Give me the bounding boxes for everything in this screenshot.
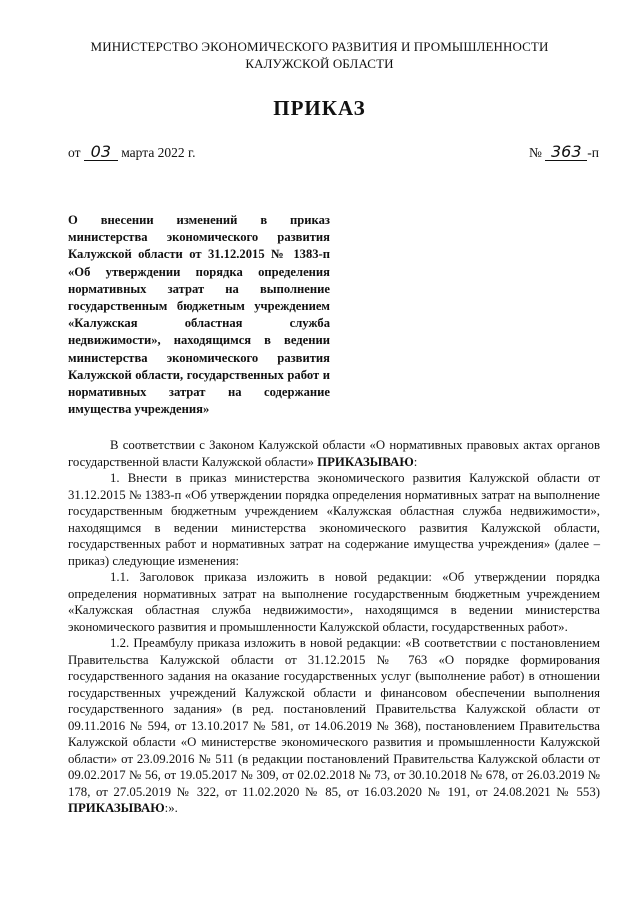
item-1-2-text: 1.2. Преамбулу приказа изложить в новой редакции: «В соответствии с постановлением Правительства Калужской области от 31.12.2015 № 763 «О порядке формирования государственного задания на оказание государственных услуг (выполнение работ) в отношении государственных учреждений Калужской области и финансовом обеспечении выполнения государственного задания» (в ред. постановлений Правительства Калужской области от 09.11.2016 № 594, от 13.10.2017 № 581, от 14.06.2019 № 368), постановлением Правительства Калужской области «О министерстве экономического развития и промышленности Калужской области» от 23.09.2016 № 511 (в редакции постановлений Правительства Калужской области от 09.02.2017 № 56, от 19.05.2017 № 309, от 02.02.2018 № 73, от 30.10.2018 № 678, от 26.03.2019 № 178, от 27.05.2019 № 322, от 11.02.2020 № 85, от 16.03.2020 № 191, от 24.08.2021 № 553): [68, 636, 600, 799]
number-suffix: -п: [587, 145, 599, 160]
preamble-text: В соответствии с Законом Калужской области «О нормативных правовых актах органов государственной власти Калужской области»: [68, 438, 600, 469]
body-paragraph-item-1-2: [68, 635, 600, 817]
item-1-2-order-word: ПРИКАЗЫВАЮ: [68, 801, 165, 815]
order-subject: О внесении изменений в приказ министерства экономического развития Калужской области от 31.12.2015 № 1383-п «Об утверждении порядка определения нормативных затрат на выполнение государственным бюджетным учреждением «Калужская областная служба недвижимости», находящимся в ведении министерства экономического развития Калужской области, государственных работ и нормативных затрат на содержание имущества учреждения»: [68, 213, 330, 417]
date-prefix: от: [68, 145, 81, 160]
item-1-2-end: :».: [164, 801, 178, 815]
ministry-name-line2: КАЛУЖСКОЙ ОБЛАСТИ: [245, 56, 394, 71]
date-month-year: марта 2022 г.: [121, 145, 196, 160]
body-paragraph-item-1: 1. Внести в приказ министерства экономического развития Калужской области от 31.12.2015 № 1383-п «Об утверждении порядка определения нормативных затрат на выполнение государственным бюджетным учреждением «Калужская областная служба недвижимости», находящимся в ведении министерства экономического развития Калужской области, государственных работ и нормативных затрат на содержание имущества учреждения» (далее – приказ) следующие изменения:: [68, 471, 600, 568]
handwritten-day: 03: [84, 144, 118, 161]
order-number: [529, 144, 599, 161]
number-sign: №: [529, 145, 542, 160]
body-paragraph-preamble: [68, 437, 600, 470]
order-date: [68, 144, 195, 161]
handwritten-number: 363: [545, 144, 587, 161]
ministry-name-line1: МИНИСТЕРСТВО ЭКОНОМИЧЕСКОГО РАЗВИТИЯ И ПРОМЫШЛЕННОСТИ: [90, 39, 549, 54]
document-title: ПРИКАЗ: [273, 96, 366, 120]
preamble-order-word: ПРИКАЗЫВАЮ: [317, 454, 414, 469]
preamble-end: :: [413, 454, 418, 469]
order-body: [68, 437, 600, 817]
ministry-header: [0, 38, 639, 72]
body-paragraph-item-1-1: 1.1. Заголовок приказа изложить в новой редакции: «Об утверждении порядка определения нормативных затрат на выполнение государственным бюджетным учреждением «Калужская областная служба недвижимости», находящимся в ведении министерства экономического развития и промышленности Калужской области, государственных работ».: [68, 570, 600, 634]
